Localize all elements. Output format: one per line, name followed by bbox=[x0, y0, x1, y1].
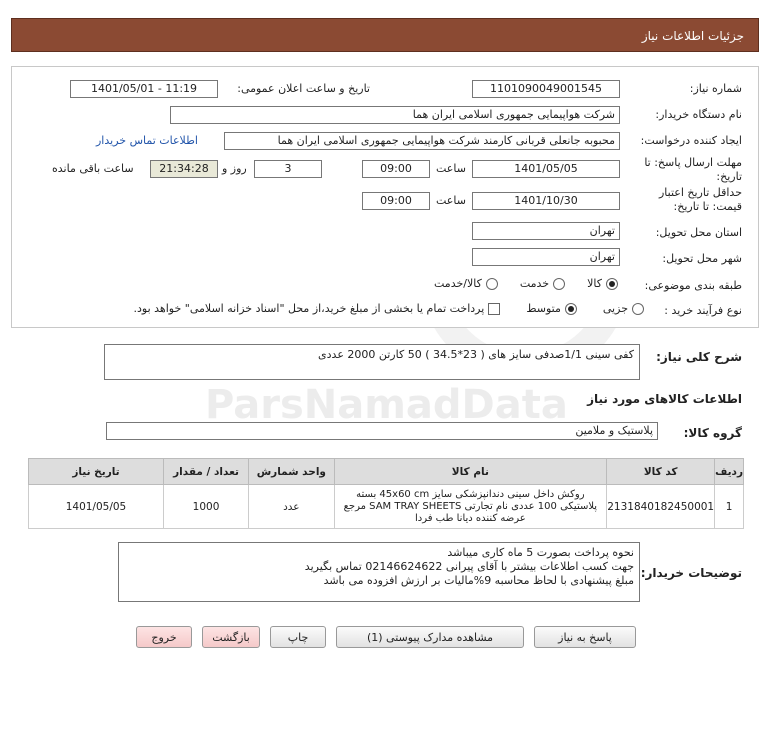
page-title: جزئیات اطلاعات نیاز bbox=[641, 29, 744, 43]
validity-label: حداقل تاریخ اعتبار قیمت: تا تاریخ: bbox=[658, 186, 742, 213]
back-button[interactable]: بازگشت bbox=[202, 626, 260, 648]
treasury-payment-option[interactable]: پرداخت تمام یا بخشی از مبلغ خرید،از محل "اسناد خزانه اسلامی" خواهد بود. bbox=[134, 302, 501, 315]
province-field: تهران bbox=[472, 222, 620, 240]
cell-name bbox=[334, 485, 607, 529]
cell-name-line: روکش داخل سینی دندانپزشکی سایز 45x60 cm بسته bbox=[356, 488, 585, 500]
items-table bbox=[28, 458, 744, 529]
process-option-medium[interactable]: متوسط bbox=[526, 302, 577, 315]
remaining-time-field: 21:34:28 bbox=[150, 160, 218, 178]
summary-field: کفی سینی 1/1صدفی سایز های ( 23*34.5 ) 50 کارتن 2000 عددی bbox=[104, 344, 640, 380]
radio-icon[interactable] bbox=[632, 303, 644, 315]
goods-group-field: پلاستیک و ملامین bbox=[106, 422, 658, 440]
notes-line: مبلغ پیشنهادی با لحاظ محاسبه 9%مالیات بر ارزش افزوده می باشد bbox=[323, 574, 634, 587]
reply-deadline-label: مهلت ارسال پاسخ: تا تاریخ: bbox=[644, 156, 742, 183]
process-label: نوع فرآیند خرید : bbox=[664, 304, 742, 317]
goods-group-label: گروه کالا: bbox=[683, 426, 742, 440]
exit-button[interactable]: خروج bbox=[136, 626, 192, 648]
remaining-time-label: ساعت باقی مانده bbox=[52, 162, 134, 175]
category-label: طبقه بندی موضوعی: bbox=[644, 279, 742, 292]
requester-label: ایجاد کننده درخواست: bbox=[640, 134, 742, 147]
process-radio-group bbox=[134, 302, 644, 315]
radio-selected-icon[interactable] bbox=[565, 303, 577, 315]
cell-name-line: عرضه کننده دیانا طب فردا bbox=[414, 512, 526, 524]
radio-icon[interactable] bbox=[486, 278, 498, 290]
cell-name-line: پلاستیکی 100 عددی نام تجارتی SAM TRAY SHEETS مرجع bbox=[343, 500, 598, 512]
col-qty: تعداد / مقدار bbox=[163, 459, 248, 485]
category-radio-group bbox=[434, 277, 618, 290]
buyer-org-label: نام دستگاه خریدار: bbox=[655, 108, 742, 121]
cell-row: 1 bbox=[715, 485, 744, 529]
buyer-org-field: شرکت هواپیمایی جمهوری اسلامی ایران هما bbox=[170, 106, 620, 124]
cell-unit: عدد bbox=[249, 485, 334, 529]
requester-field: محبوبه جانعلی قربانی کارمند شرکت هواپیمایی جمهوری اسلامی ایران هما bbox=[224, 132, 620, 150]
need-number-label: شماره نیاز: bbox=[689, 82, 742, 95]
days-label: روز و bbox=[222, 162, 247, 175]
notes-line: نحوه پرداخت بصورت 5 ماه کاری میباشد bbox=[447, 546, 634, 559]
goods-section-title: اطلاعات کالاهای مورد نیاز bbox=[587, 392, 742, 406]
category-option-goods[interactable]: کالا bbox=[587, 277, 618, 290]
reply-time-field: 09:00 bbox=[362, 160, 430, 178]
checkbox-icon[interactable] bbox=[488, 303, 500, 315]
view-attachments-button[interactable]: مشاهده مدارک پیوستی (1) bbox=[336, 626, 524, 648]
cell-qty: 1000 bbox=[163, 485, 248, 529]
province-label: استان محل تحویل: bbox=[655, 226, 742, 239]
validity-time-field: 09:00 bbox=[362, 192, 430, 210]
days-field: 3 bbox=[254, 160, 322, 178]
col-unit: واحد شمارش bbox=[249, 459, 334, 485]
announce-field: 1401/05/01 - 11:19 bbox=[70, 80, 218, 98]
city-label: شهر محل تحویل: bbox=[662, 252, 742, 265]
process-option-minor[interactable]: جزیی bbox=[603, 302, 644, 315]
page-header bbox=[11, 18, 759, 52]
notes-label: توضیحات خریدار: bbox=[640, 566, 742, 580]
table-row bbox=[29, 485, 744, 529]
reply-button[interactable]: پاسخ به نیاز bbox=[534, 626, 636, 648]
category-option-service[interactable]: خدمت bbox=[520, 277, 565, 290]
buyer-contact-link[interactable]: اطلاعات تماس خریدار bbox=[96, 134, 198, 147]
category-option-goods-service[interactable]: کالا/خدمت bbox=[434, 277, 498, 290]
items-table-wrapper bbox=[28, 458, 744, 529]
validity-time-label: ساعت bbox=[436, 194, 466, 207]
radio-icon[interactable] bbox=[553, 278, 565, 290]
notes-field bbox=[118, 542, 640, 602]
radio-selected-icon[interactable] bbox=[606, 278, 618, 290]
cell-date: 1401/05/05 bbox=[29, 485, 164, 529]
col-name: نام کالا bbox=[334, 459, 607, 485]
watermark-text: ParsNamadData bbox=[205, 382, 568, 428]
col-date: تاریخ نیاز bbox=[29, 459, 164, 485]
reply-date-field: 1401/05/05 bbox=[472, 160, 620, 178]
table-header-row bbox=[29, 459, 744, 485]
city-field: تهران bbox=[472, 248, 620, 266]
print-button[interactable]: چاپ bbox=[270, 626, 326, 648]
notes-line: جهت کسب اطلاعات بیشتر با آقای پیرانی 02146624622 تماس بگیرید bbox=[304, 560, 634, 573]
cell-code: 2131840182450001 bbox=[607, 485, 715, 529]
announce-label: تاریخ و ساعت اعلان عمومی: bbox=[237, 82, 370, 95]
need-number-field: 1101090049001545 bbox=[472, 80, 620, 98]
validity-date-field: 1401/10/30 bbox=[472, 192, 620, 210]
reply-time-label: ساعت bbox=[436, 162, 466, 175]
summary-label: شرح کلی نیاز: bbox=[656, 350, 742, 364]
col-code: کد کالا bbox=[607, 459, 715, 485]
col-row: ردیف bbox=[715, 459, 744, 485]
